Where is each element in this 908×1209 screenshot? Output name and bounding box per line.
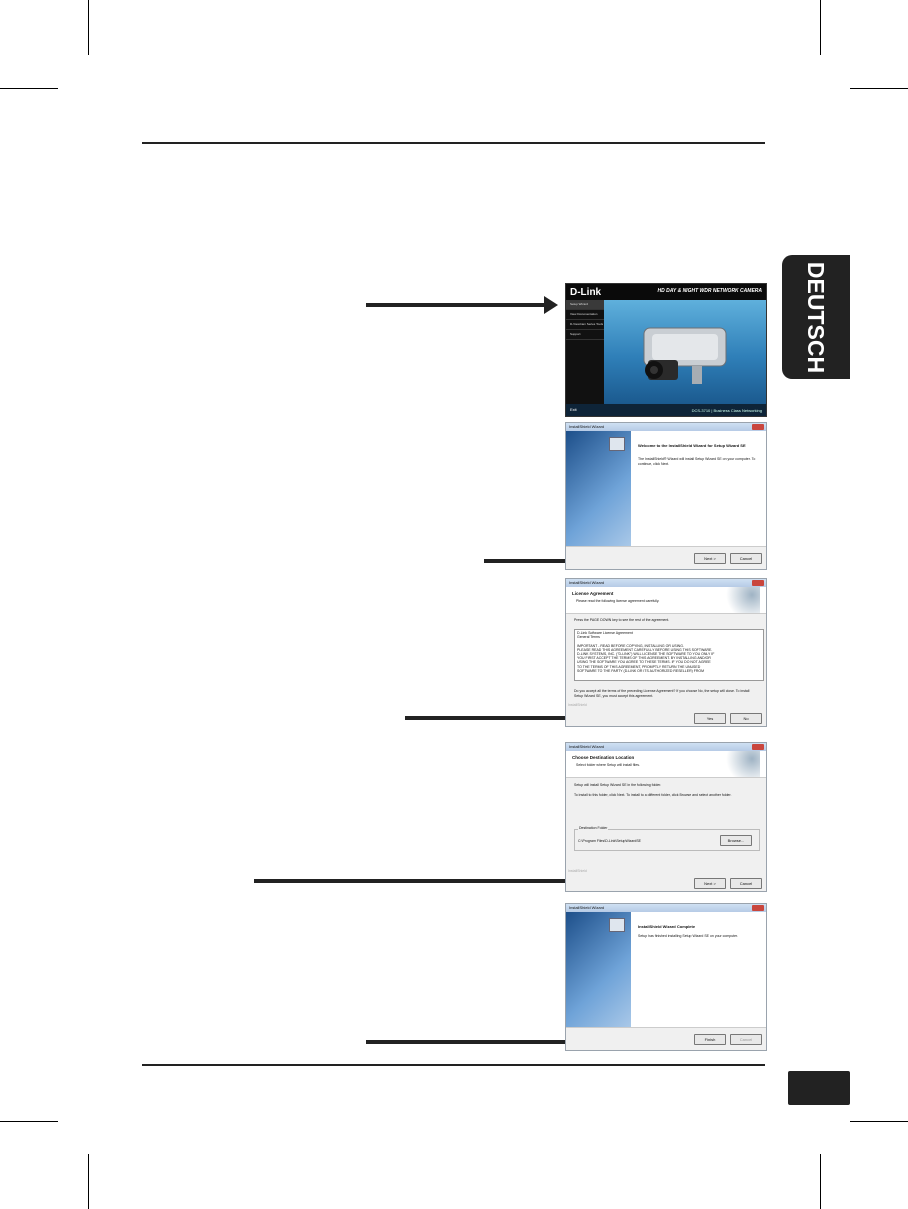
exit-link[interactable]: Exit xyxy=(570,407,577,412)
menu-item-setup-wizard[interactable]: Setup Wizard xyxy=(566,300,604,310)
destination-line2: To install to this folder, click Next. To install to a different folder, click Browse and select another folder. xyxy=(574,793,732,797)
window-title: InstallShield Wizard xyxy=(569,905,605,910)
header-graphic xyxy=(720,751,760,777)
page-header xyxy=(566,587,766,614)
pointer-arrow xyxy=(366,303,546,307)
menu-item-tools[interactable]: D-ViewCam Series Tools xyxy=(566,320,604,330)
cancel-button[interactable]: Cancel xyxy=(730,878,762,889)
next-button[interactable]: Next > xyxy=(694,553,726,564)
language-tab-label: DEUTSCH xyxy=(803,261,830,373)
header-rule xyxy=(142,142,765,144)
license-question: Do you accept all the terms of the preceding License Agreement? If you choose No, the setup will close. To install Setup Wizard SE, you must accept this agreement. xyxy=(574,689,750,698)
close-icon[interactable] xyxy=(752,744,764,750)
crop-mark xyxy=(88,0,89,55)
cancel-button[interactable]: Cancel xyxy=(730,553,762,564)
destination-heading: Choose Destination Location xyxy=(572,755,635,760)
title-bar xyxy=(566,423,766,431)
crop-mark xyxy=(820,1154,821,1209)
next-button[interactable]: Next > xyxy=(694,878,726,889)
window-title: InstallShield Wizard xyxy=(569,580,605,585)
menu-item-documentation[interactable]: View Documentation xyxy=(566,310,604,320)
language-tab xyxy=(782,255,850,379)
title-bar xyxy=(566,743,766,751)
button-bar xyxy=(566,875,766,891)
autorun-menu xyxy=(566,300,604,404)
yes-button[interactable]: Yes xyxy=(694,713,726,724)
finish-button[interactable]: Finish xyxy=(694,1034,726,1045)
welcome-dialog xyxy=(565,422,767,570)
crop-mark xyxy=(0,1121,58,1122)
no-button[interactable]: No xyxy=(730,713,762,724)
destination-folder-label: Destination Folder xyxy=(579,826,608,830)
license-heading: License Agreement xyxy=(572,591,614,596)
close-icon[interactable] xyxy=(752,580,764,586)
button-bar xyxy=(566,546,766,569)
crop-mark xyxy=(820,0,821,55)
autorun-header xyxy=(566,284,766,300)
destination-subheading: Select folder where Setup will install files. xyxy=(576,763,641,767)
footer-rule xyxy=(142,1064,765,1066)
complete-text: Setup has finished installing Setup Wizard SE on your computer. xyxy=(638,934,738,938)
installshield-footer: InstallShield xyxy=(568,703,587,707)
welcome-text: The InstallShield® Wizard will install Setup Wizard SE on your computer. To continue, click Next. xyxy=(638,457,756,466)
complete-heading: InstallShield Wizard Complete xyxy=(638,924,696,929)
camera-photo xyxy=(604,300,766,404)
close-icon[interactable] xyxy=(752,424,764,430)
camera-image xyxy=(604,300,766,404)
model-text: DCS-3710 | Business Class Networking xyxy=(691,408,762,413)
autorun-footer xyxy=(566,404,766,416)
page-header xyxy=(566,751,766,778)
header-graphic xyxy=(720,587,760,613)
button-bar xyxy=(566,710,766,726)
license-subheading: Please read the following license agreement carefully. xyxy=(576,599,660,603)
destination-path: C:\Program Files\D-Link\SetupWizardSE xyxy=(578,839,642,843)
license-dialog xyxy=(565,578,767,727)
wizard-icon xyxy=(609,918,625,932)
browse-button[interactable]: Browse... xyxy=(720,835,752,846)
crop-mark xyxy=(850,1121,908,1122)
title-bar xyxy=(566,579,766,587)
window-title: InstallShield Wizard xyxy=(569,424,605,429)
license-instruction: Press the PAGE DOWN key to see the rest of the agreement. xyxy=(574,618,670,622)
crop-mark xyxy=(88,1154,89,1209)
autorun-screenshot xyxy=(565,283,767,417)
license-text-box[interactable]: D-Link Software License Agreement General Terms IMPORTANT - READ BEFORE COPYING, INSTALLING OR USING. PLEASE READ THIS AGREEMENT CAREFULLY BEFORE USING THIS SOFTWARE. D-LINK SYSTEMS, INC. ("D-LINK") WILL LICENSE THE SOFTWARE TO YOU ONLY IF YOU FIRST ACCEPT THE TERMS OF THIS AGREEMENT. BY INSTALLING AND/OR USING THE SOFTWARE YOU AGREE TO THESE TERMS. IF YOU DO NOT AGREE TO THE TERMS OF THIS AGREEMENT, PROMPTLY RETURN THE UNUSED SOFTWARE TO THE PARTY (D-LINK OR ITS AUTHORIZED RESELLER) FROM xyxy=(574,629,764,681)
complete-dialog xyxy=(565,903,767,1051)
wizard-body xyxy=(631,431,766,546)
menu-item-support[interactable]: Support xyxy=(566,330,604,340)
destination-line1: Setup will install Setup Wizard SE in the following folder. xyxy=(574,783,662,787)
crop-mark xyxy=(850,88,908,89)
dlink-logo: D-Link xyxy=(570,287,602,298)
page-number-box xyxy=(788,1071,850,1105)
wizard-icon xyxy=(609,437,625,451)
window-title: InstallShield Wizard xyxy=(569,744,605,749)
title-bar xyxy=(566,904,766,912)
wizard-body xyxy=(631,912,766,1027)
autorun-slogan: HD DAY & NIGHT WDR NETWORK CAMERA xyxy=(657,288,762,294)
installshield-footer: InstallShield xyxy=(568,869,587,873)
destination-dialog xyxy=(565,742,767,892)
close-icon[interactable] xyxy=(752,905,764,911)
crop-mark xyxy=(0,88,58,89)
button-bar xyxy=(566,1027,766,1050)
cancel-button: Cancel xyxy=(730,1034,762,1045)
welcome-heading: Welcome to the InstallShield Wizard for Setup Wizard SE xyxy=(638,443,746,448)
